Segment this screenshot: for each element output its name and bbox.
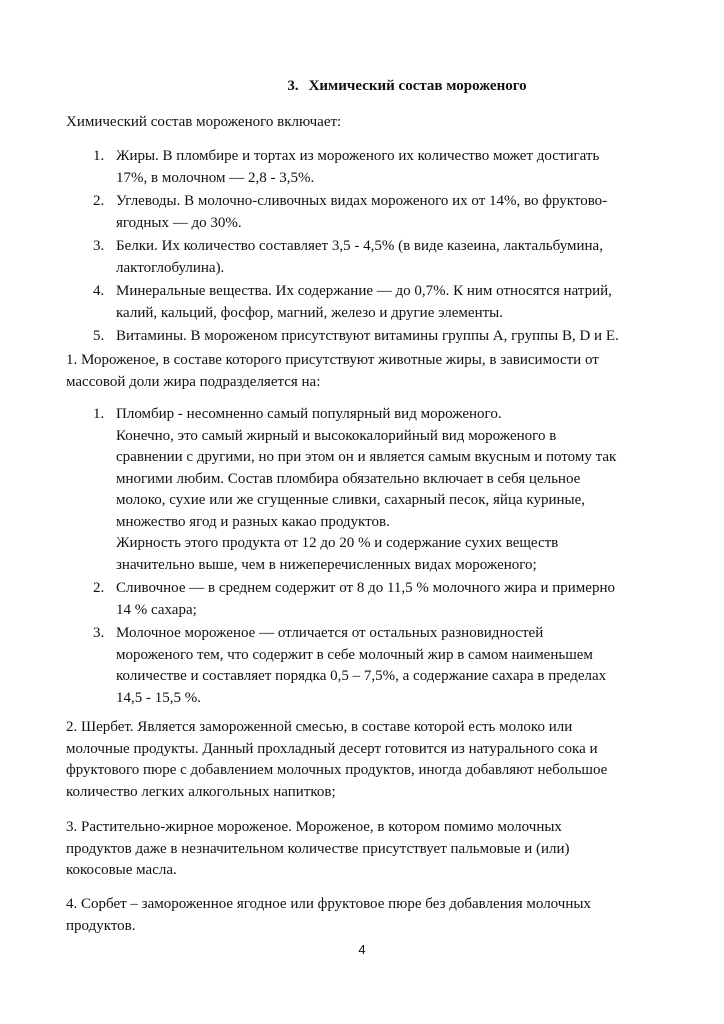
- list-item: 5. Витамины. В мороженом присутствуют витамины группы А, группы В, D и Е.: [93, 328, 619, 344]
- list-item: 1. Пломбир - несомненно самый популярный вид мороженого. Конечно, это самый жирный и высококалорийный вид мороженого в сравнении с другими, но при этом он и является самым вкусным и потому так многими любим. Состав пломбира обязательно включает в себя цельное молоко, сухие или же сгущенные сливки, сахарный песок, яйца куриные, множество ягод и разных какао продуктов. Жирность этого продукта от 12 до 20 % и содержание сухих веществ значительно выше, чем в нижеперечисленных видах мороженого;: [93, 406, 617, 573]
- page-number: 4: [358, 942, 366, 957]
- paragraph-section-3: 3. Растительно-жирное мороженое. Мороженое, в котором помимо молочных продуктов даже в незначительном количестве присутствует пальмовые и (или) кокосовые масла.: [66, 819, 570, 878]
- list-item: 4. Минеральные вещества. Их содержание — до 0,7%. К ним относятся натрий, калий, кальций, фосфор, магний, железо и другие элементы.: [93, 283, 612, 321]
- heading-number: 3.: [287, 78, 299, 94]
- list-item: 3. Молочное мороженое — отличается от остальных разновидностей мороженого тем, что содержит в себе молочный жир в самом наименьшем количестве и составляет порядка 0,5 – 7,5%, а содержание сахара в пределах 14,5 - 15,5 %.: [93, 625, 607, 706]
- list-item: 2. Сливочное — в среднем содержит от 8 до 11,5 % молочного жира и примерно 14 % сахара;: [93, 580, 615, 618]
- paragraph-section-2: 2. Шербет. Является замороженной смесью, в составе которой есть молоко или молочные продукты. Данный прохладный десерт готовится из натурального сока и фруктового пюре с добавлением молочных продуктов, иногда добавляют небольшое количество легких алкогольных напитков;: [66, 719, 608, 800]
- heading-text: Химический состав мороженого: [308, 78, 527, 94]
- ice-cream-types-list: [66, 404, 686, 711]
- paragraph-section-1: 1. Мороженое, в составе которого присутствуют животные жиры, в зависимости от массовой доли жира подразделяется на:: [66, 352, 599, 390]
- section-heading: [0, 78, 724, 95]
- list-item: 3. Белки. Их количество составляет 3,5 - 4,5% (в виде казеина, лактальбумина, лактоглобулина).: [93, 238, 603, 276]
- paragraph-section-4: 4. Сорбет – замороженное ягодное или фруктовое пюре без добавления молочных продуктов.: [66, 896, 591, 934]
- list-item: 2. Углеводы. В молочно-сливочных видах мороженого их от 14%, во фруктово- ягодных — до 30%.: [93, 193, 608, 231]
- components-list: [66, 146, 686, 350]
- intro-paragraph: Химический состав мороженого включает:: [66, 114, 342, 130]
- list-item: 1. Жиры. В пломбире и тортах из мороженого их количество может достигать 17%, в молочном — 2,8 - 3,5%.: [93, 148, 600, 186]
